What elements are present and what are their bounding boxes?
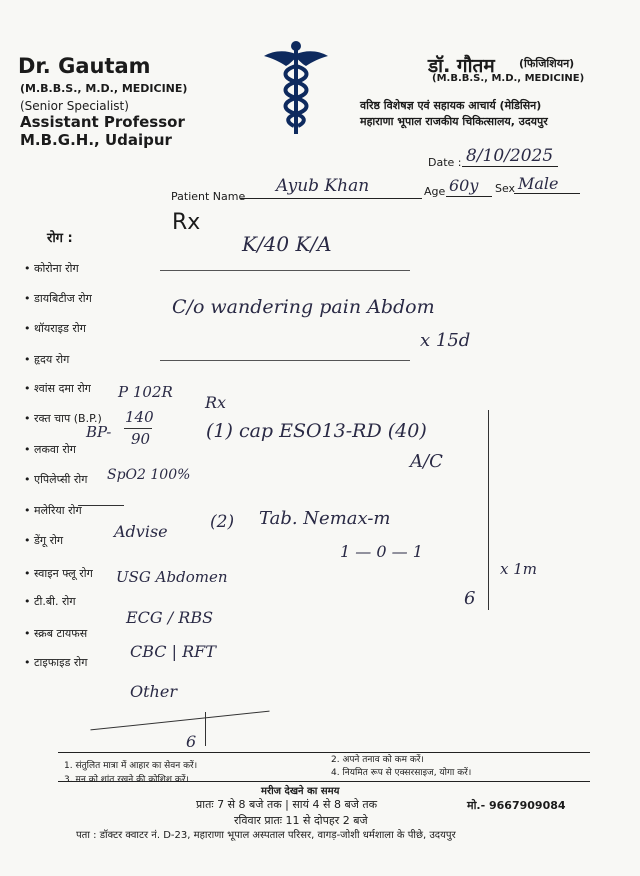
footer-note-4: 4. नियमित रूप से एक्सरसाइज, योगा करें। [331, 768, 472, 778]
hw-rx-mark: Rx [205, 393, 227, 412]
hw-duration: x 15d [420, 330, 471, 351]
disease-item: • मलेरिया रोग [24, 504, 82, 517]
hw-complaint: C/o wandering pain Abdom [172, 296, 435, 318]
timing-hours: प्रातः 7 से 8 बजे तक | सायं 4 से 8 बजे तक [196, 798, 378, 811]
hw-bp-val2: 90 [131, 430, 151, 448]
patient-name-label: Patient Name [171, 190, 246, 203]
date-value: 8/10/2025 [466, 146, 554, 166]
hw-kio: K/40 K/A [242, 232, 332, 256]
disease-list-title: रोग : [47, 231, 73, 246]
timing-sunday: रविवार प्रातः 11 से दोपहर 2 बजे [234, 814, 368, 827]
degrees-hi: (M.B.B.S., M.D., MEDICINE) [432, 73, 585, 84]
disease-item: • टाइफाइड रोग [24, 656, 88, 669]
disease-item: • टी.बी. रोग [24, 595, 76, 608]
sex-label: Sex [495, 182, 516, 195]
rx-symbol: Rx [172, 210, 201, 235]
degrees-en: (M.B.B.S., M.D., MEDICINE) [20, 82, 188, 95]
hw-pulse: P 102R [118, 383, 173, 401]
hw-spo2: SpO2 100% [107, 467, 191, 483]
hw-med1-time: A/C [410, 451, 443, 472]
disease-item: • लकवा रोग [24, 443, 76, 456]
hw-invest1: USG Abdomen [116, 568, 228, 586]
mobile-number: मो.- 9667909084 [467, 799, 566, 812]
timing-title: मरीज देखने का समय [261, 786, 340, 797]
disease-item: • स्क्रब टायफस [24, 627, 88, 640]
doctor-name-hi: डॉ. गौतम [428, 55, 495, 77]
patient-name-value: Ayub Khan [276, 176, 370, 196]
age-value: 60y [449, 176, 479, 195]
hw-invest4: Other [130, 682, 177, 701]
footer-note-3: 3. मन को शांत रखने की कोशिश करें। [64, 775, 189, 785]
hw-bracket-mark: 6 [464, 588, 476, 609]
hw-advise: Advise [114, 522, 168, 541]
senior-specialist: (Senior Specialist) [20, 99, 129, 113]
hw-med2-num: (2) [210, 512, 235, 532]
footer-note-2: 2. अपने तनाव को कम करें। [331, 755, 424, 765]
hw-med2: Tab. Nemax-m [259, 508, 391, 529]
doctor-name-en: Dr. Gautam [18, 54, 151, 78]
disease-item: • हृदय रोग [24, 353, 70, 366]
place-hi: महाराणा भूपाल राजकीय चिकित्सालय, उदयपुर [360, 115, 548, 128]
disease-item: • डेंगू रोग [24, 534, 64, 547]
hw-invest3: CBC | RFT [130, 642, 216, 661]
date-label: Date : [428, 156, 462, 169]
post-hi: वरिष्ठ विशेषज्ञ एवं सहायक आचार्य (मेडिसिन) [360, 99, 542, 112]
disease-item: • रक्त चाप (B.P.) [24, 412, 102, 425]
hw-bp-label: BP- [86, 423, 112, 441]
disease-item: • डायबिटीज रोग [24, 292, 92, 305]
hw-invest2: ECG / RBS [126, 608, 214, 627]
age-label: Age [424, 185, 446, 198]
caduceus-icon [262, 40, 330, 136]
place-en: M.B.G.H., Udaipur [20, 131, 172, 149]
hw-sign-mark: 6 [186, 732, 197, 751]
hw-bp-val1: 140 [125, 408, 154, 426]
doctor-sub-hi: (फिजिशियन) [519, 57, 575, 70]
disease-item: • कोरोना रोग [24, 262, 79, 275]
disease-item: • एपिलेप्सी रोग [24, 473, 88, 486]
post-en: Assistant Professor [20, 113, 185, 131]
hw-duration2: x 1m [500, 560, 537, 578]
sex-value: Male [518, 174, 559, 193]
address: पता : डॉक्टर क्वाटर नं. D-23, महाराणा भूपाल अस्पताल परिसर, वागड़-जोशी धर्मशाला के पीछे, उदयपुर [76, 830, 456, 841]
hw-med2-dose: 1 — 0 — 1 [340, 542, 423, 561]
disease-item: • थॉयराइड रोग [24, 322, 86, 335]
hw-med1: (1) cap ESO13-RD (40) [206, 420, 427, 442]
footer-note-1: 1. संतुलित मात्रा में आहार का सेवन करें। [64, 761, 198, 771]
disease-item: • श्वांस दमा रोग [24, 382, 91, 395]
disease-item: • स्वाइन फ्लू रोग [24, 567, 93, 580]
